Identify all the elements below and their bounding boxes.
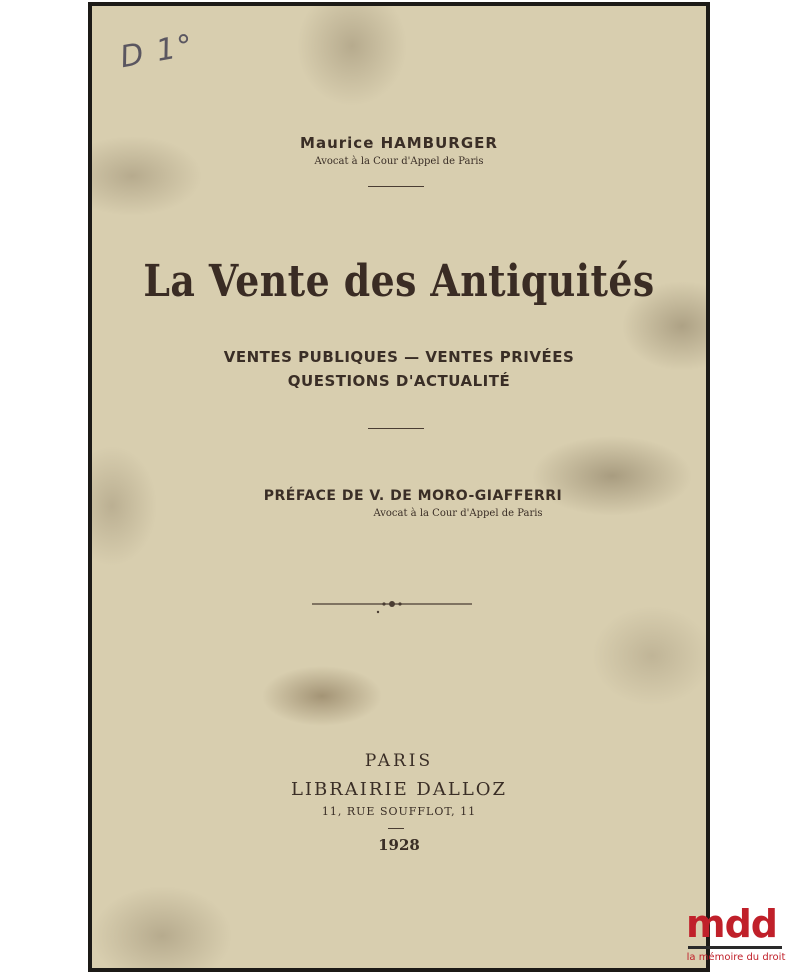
subtitle-line-1: VENTES PUBLIQUES — VENTES PRIVÉES	[223, 348, 575, 366]
mdd-logo-bar	[688, 946, 782, 949]
imprint-publisher: LIBRAIRIE DALLOZ	[290, 779, 508, 800]
imprint-address: 11, RUE SOUFFLOT, 11	[321, 805, 477, 818]
preface-line: PRÉFACE DE V. DE MORO-GIAFFERRI	[263, 488, 563, 504]
mdd-tagline: la mémoire du droit	[686, 952, 786, 963]
imprint-year: 1928	[378, 836, 420, 854]
book-cover	[92, 6, 706, 968]
mdd-watermark	[678, 902, 790, 972]
imprint-city: PARIS	[364, 751, 434, 771]
author-role: Avocat à la Cour d'Appel de Paris	[314, 156, 484, 167]
mdd-logo: mdd	[686, 902, 777, 946]
subtitle-divider	[368, 428, 424, 429]
author-name: Maurice HAMBURGER	[300, 134, 498, 152]
subtitle-line-2: QUESTIONS D'ACTUALITÉ	[287, 372, 511, 390]
book-title: La Vente des Antiquités	[143, 256, 655, 307]
book-scan	[88, 2, 710, 972]
ornament-divider-icon	[312, 598, 472, 614]
imprint-divider	[388, 828, 404, 829]
handwritten-shelf-mark: D 1°	[117, 27, 198, 76]
preface-role: Avocat à la Cour d'Appel de Paris	[373, 508, 543, 519]
author-divider	[368, 186, 424, 187]
